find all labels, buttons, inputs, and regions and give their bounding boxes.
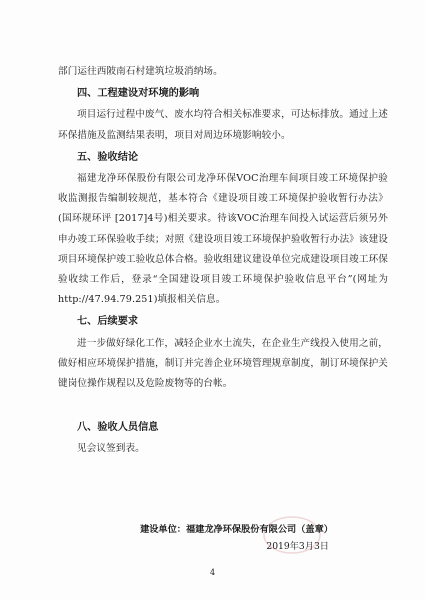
section-paragraph-impact: 项目运行过程中废气、废水均符合相关标准要求，可达标排放。通过上述环保措施及监测结果表明，项目对周边环境影响较小。 <box>58 109 388 141</box>
signature-block <box>140 521 333 555</box>
signature-unit: 建设单位：福建龙净环保股份有限公司（盖章） <box>140 524 333 535</box>
document-body <box>58 62 388 460</box>
section-heading-personnel: 八、验收人员信息 <box>77 422 159 434</box>
signature-date: 2019年3月3日 <box>266 541 329 552</box>
section-heading-conclusion: 五、验收结论 <box>77 151 139 163</box>
intro-line: 部门运往西陂南石村建筑垃圾消纳场。 <box>58 66 223 77</box>
section-paragraph-conclusion: 福建龙净环保股份有限公司龙净环保VOC治理车间项目竣工环境保护验收监测报告编制较规范，基本符合《建设项目竣工环境保护验收暂行办法》(国环规环评 [2017]4号)相关要求。待该VOC治理车间投入试运营后须另外申办竣工环保验收手续；对照《建设项目竣工环境保护验收暂行办法》该建设项目环境保护竣工验收总体合格。验收组建议建设单位完成建设项目竣工环保验收续工作后，登录“全国建设项目竣工环境保护验收信息平台”(网址为http://47.94.79.251)填报相关信息。 <box>58 173 388 306</box>
section-paragraph-personnel: 见会议签到表。 <box>77 443 145 455</box>
section-heading-followup: 七、后续要求 <box>77 316 139 328</box>
page-number: 4 <box>209 568 216 577</box>
section-paragraph-followup: 进一步做好绿化工作，减轻企业水土流失，在企业生产线投入使用之前，做好相应环境保护措施，制订并完善企业环境管理规章制度，制订环境保护关键岗位操作规程以及危险废物等的台帐。 <box>58 337 388 390</box>
section-heading-impact: 四、工程建设对环境的影响 <box>77 88 200 100</box>
spacer <box>58 394 388 416</box>
